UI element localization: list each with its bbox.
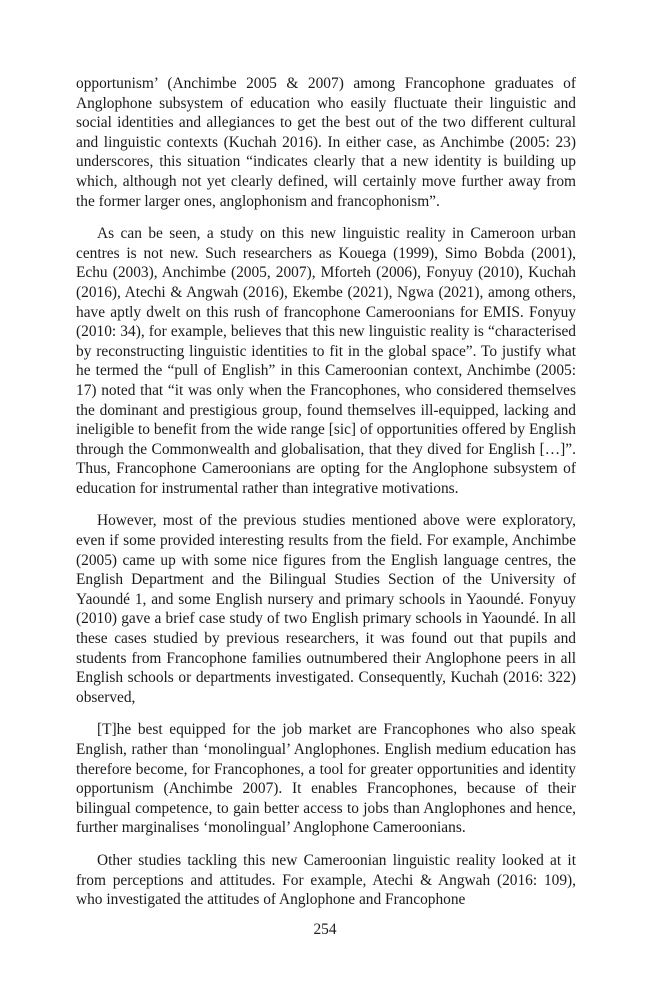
paragraph-prior-studies: As can be seen, a study on this new linguistic reality in Cameroon urban centres is not new. Such researchers as Kouega (1999), Simo Bobda (2001), Echu (2003), Anchimbe (2005, 2007), Mforteh (2006), Fonyuy (2010), Kuchah (2016), Atechi & Angwah (2016), Ekembe (2021), Ngwa (2021), among others, have aptly dwelt on this rush of francophone Cameroonians for EMIS. Fonyuy (2010: 34), for example, believes that this new linguistic reality is “characterised by reconstructing linguistic identities to fit in the global space”. To justify what he termed the “pull of English” in this Cameroonian context, Anchimbe (2005: 17) noted that “it was only when the Francophones, who considered themselves the dominant and prestigious group, found themselves ill-equipped, lacking and ineligible to benefit from the wide range [sic] of opportunities offered by English through the Commonwealth and globalisation, that they dived for English […]”. Thus, Francophone Cameroonians are opting for the Anglophone subsystem of education for instrumental rather than integrative motivations. <box>76 225 576 497</box>
page-number: 254 <box>313 921 337 938</box>
block-quote-kuchah: [T]he best equipped for the job market are Francophones who also speak English, rather than ‘monolingual’ Anglophones. English medium education has therefore become, for Francophones, a tool for greater opportunities and identity opportunism (Anchimbe 2007). It enables Francophones, because of their bilingual competence, to gain better access to jobs than Anglophones and hence, further marginalises ‘monolingual’ Anglophone Cameroonians. <box>76 721 576 837</box>
page-body <box>76 74 576 923</box>
paragraph-continuation: opportunism’ (Anchimbe 2005 & 2007) among Francophone graduates of Anglophone subsystem of education who easily fluctuate their linguistic and social identities and allegiances to get the best out of the two different cultural and linguistic contexts (Kuchah 2016). In either case, as Anchimbe (2005: 23) underscores, this situation “indicates clearly that a new identity is building up which, although not yet clearly defined, will certainly move further away from the former larger ones, anglophonism and francophonism”. <box>76 75 576 210</box>
paragraph-exploratory-studies: However, most of the previous studies mentioned above were exploratory, even if some provided interesting results from the field. For example, Anchimbe (2005) came up with some nice figures from the English language centres, the English Department and the Bilingual Studies Section of the University of Yaoundé 1, and some English nursery and primary schools in Yaoundé. Fonyuy (2010) gave a brief case study of two English primary schools in Yaoundé. In all these cases studied by previous researchers, it was found out that pupils and students from Francophone families outnumbered their Anglophone peers in all English schools or departments investigated. Consequently, Kuchah (2016: 322) observed, <box>76 512 576 706</box>
paragraph-attitudes: Other studies tackling this new Cameroonian linguistic reality looked at it from perceptions and attitudes. For example, Atechi & Angwah (2016: 109), who investigated the attitudes of Anglophone and Francophone <box>76 851 576 909</box>
